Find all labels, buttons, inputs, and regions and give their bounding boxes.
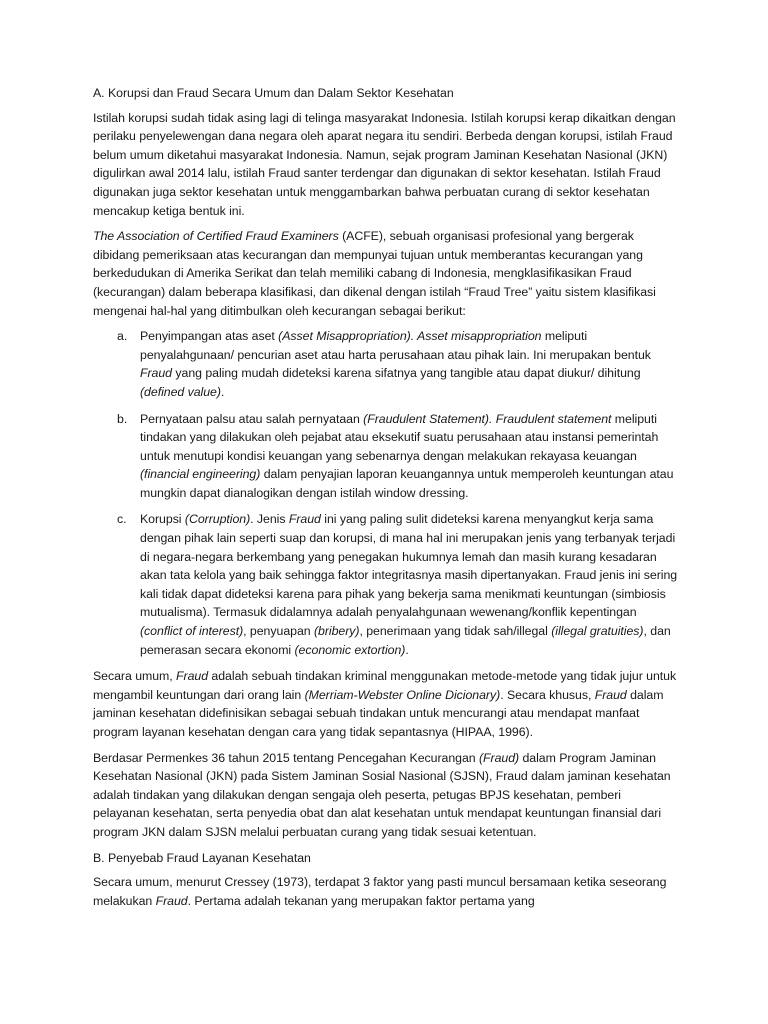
list-marker: b.: [117, 411, 128, 426]
paragraph-text: Berdasar Permenkes 36 tahun 2015 tentang Pencegahan Kecurangan: [93, 750, 479, 765]
section-a-heading: A. Korupsi dan Fraud Secara Umum dan Dalam Sektor Kesehatan: [93, 86, 454, 100]
list-text-italic: Fraud: [288, 512, 321, 527]
section-a-paragraph-3: [93, 667, 678, 741]
list-item-fraudulent-statement: [93, 410, 678, 503]
section-a-paragraph-2: [93, 227, 678, 320]
list-item-corruption: [93, 510, 678, 659]
paragraph-text: adalah sebuah tindakan kriminal menggunakan metode-metode yang tidak jujur untuk mengambil keuntungan dari orang lain: [93, 669, 677, 702]
list-text-italic: (financial engineering): [140, 467, 261, 482]
list-text: meliputi penyalahgunaan/ pencurian aset atau harta perusahaan atau pihak lain. Ini merupakan bentuk: [140, 329, 651, 362]
paragraph-text: Secara umum, menurut Cressey (1973), terdapat 3 faktor yang pasti muncul bersamaan ketika seseorang melakukan: [93, 875, 667, 908]
paragraph-text: dalam Program Jaminan Kesehatan Nasional (JKN) pada Sistem Jaminan Sosial Nasional (SJSN), Fraud dalam jaminan kesehatan adalah tindakan yang dilakukan dengan sengaja oleh peserta, petugas BPJS kesehatan, pemberi pelayanan kesehatan, serta penyedia obat dan alat kesehatan untuk mendapat keuntungan finansial dari program JKN dalam SJSN melalui perbuatan curang yang tidak sesuai ketentuan.: [93, 750, 671, 839]
list-text: , penerimaan yang tidak sah/illegal: [359, 624, 552, 639]
document-page: [93, 84, 678, 917]
paragraph-text: . Pertama adalah tekanan yang merupakan faktor pertama yang: [187, 893, 535, 908]
list-text: Korupsi: [140, 512, 185, 527]
list-text: .: [220, 384, 225, 399]
list-text: dalam penyajian laporan keuangannya untuk memperoleh keuntungan atau mungkin dapat dianalogikan dengan istilah window dressing.: [140, 467, 674, 500]
acfe-description: (ACFE), sebuah organisasi profesional yang bergerak dibidang pemeriksaan atas kecurangan dan mempunyai tujuan untuk memberantas kecurangan yang berkedudukan di Amerika Serikat dan telah memiliki cabang di Indonesia, mengklasifikasikan Fraud (kecurangan) dalam beberapa klasifikasi, dan dikenal dengan istilah “Fraud Tree” yaitu sistem klasifikasi mengenai hal-hal yang ditimbulkan oleh kecurangan sebagai berikut:: [93, 229, 656, 318]
list-item-asset-misappropriation: [93, 327, 678, 401]
list-text: Penyimpangan atas aset: [140, 329, 279, 344]
list-text-italic: (Asset Misappropriation). Asset misappropriation: [278, 329, 542, 344]
list-text: ini yang paling sulit dideteksi karena menyangkut kerja sama dengan pihak lain seperti suap dan korupsi, di mana hal ini merupakan jenis yang terbanyak terjadi di negara-negara berkembang yang penegakan hukumnya lemah dan masih kurang kesadaran akan tata kelola yang baik sehingga faktor integritasnya masih dipertanyakan. Fraud jenis ini sering kali tidak dapat dideteksi karena para pihak yang bekerja sama menikmati keuntungan (simbiosis mutualisma). Termasuk didalamnya adalah penyalahgunaan wewenang/konflik kepentingan: [140, 512, 678, 620]
list-text: Pernyataan palsu atau salah pernyataan: [140, 411, 364, 426]
section-b-paragraph-1: [93, 873, 678, 910]
paragraph-text-italic: Fraud: [155, 893, 188, 908]
paragraph-text-italic: (Fraud): [478, 750, 520, 765]
list-marker: c.: [117, 512, 127, 527]
list-text: , penyuapan: [243, 624, 314, 639]
paragraph-text: Secara umum,: [93, 669, 177, 684]
list-text-italic: (economic extortion): [294, 642, 406, 657]
list-text-italic: (illegal gratuities): [551, 624, 644, 639]
section-b-heading: B. Penyebab Fraud Layanan Kesehatan: [93, 850, 311, 865]
paragraph-text-italic: Fraud: [176, 669, 209, 684]
list-text: yang paling mudah dideteksi karena sifatnya yang tangible atau dapat diukur/ dihitung: [172, 366, 641, 381]
list-text-italic: (defined value): [140, 384, 221, 399]
fraud-tree-list: [93, 327, 678, 659]
list-text: . Jenis: [250, 512, 289, 527]
paragraph-text-italic: (Merriam-Webster Online Dicionary): [304, 687, 501, 702]
acfe-name: The Association of Certified Fraud Examiners: [93, 229, 339, 244]
section-a-paragraph-1: Istilah korupsi sudah tidak asing lagi di telinga masyarakat Indonesia. Istilah korupsi kerap dikaitkan dengan perilaku penyelewengan dana negara oleh aparat negara itu sendiri. Berbeda dengan korupsi, istilah Fraud belum umum diketahui masyarakat Indonesia. Namun, sejak program Jaminan Kesehatan Nasional (JKN) digulirkan awal 2014 lalu, istilah Fraud santer terdengar dan digunakan di sektor kesehatan. Istilah Fraud digunakan juga sektor kesehatan untuk menggambarkan bahwa perbuatan curang di sektor kesehatan mencakup ketiga bentuk ini.: [93, 110, 676, 218]
list-marker: a.: [117, 329, 128, 344]
list-text-italic: (Fraudulent Statement). Fraudulent statement: [363, 411, 612, 426]
section-a-paragraph-4: [93, 749, 678, 842]
list-text-italic: (Corruption): [184, 512, 251, 527]
list-text: meliputi tindakan yang dilakukan oleh pejabat atau eksekutif suatu perusahaan atau instansi pemerintah untuk menutupi kondisi keuangan yang sebenarnya dengan melakukan rekayasa keuangan: [140, 411, 659, 463]
list-text-italic: (bribery): [313, 624, 360, 639]
list-text-italic: Fraud: [140, 366, 172, 381]
paragraph-text: . Secara khusus,: [500, 687, 595, 702]
list-text-italic: (conflict of interest): [140, 624, 244, 639]
paragraph-text-italic: Fraud: [594, 687, 627, 702]
list-text: , dan pemerasan secara ekonomi: [140, 624, 671, 657]
paragraph-text: dalam jaminan kesehatan didefinisikan sebagai sebuah tindakan untuk mencurangi atau mendapat manfaat program layanan kesehatan dengan cara yang tidak sepantasnya (HIPAA, 1996).: [93, 687, 664, 739]
list-text: .: [405, 642, 409, 657]
